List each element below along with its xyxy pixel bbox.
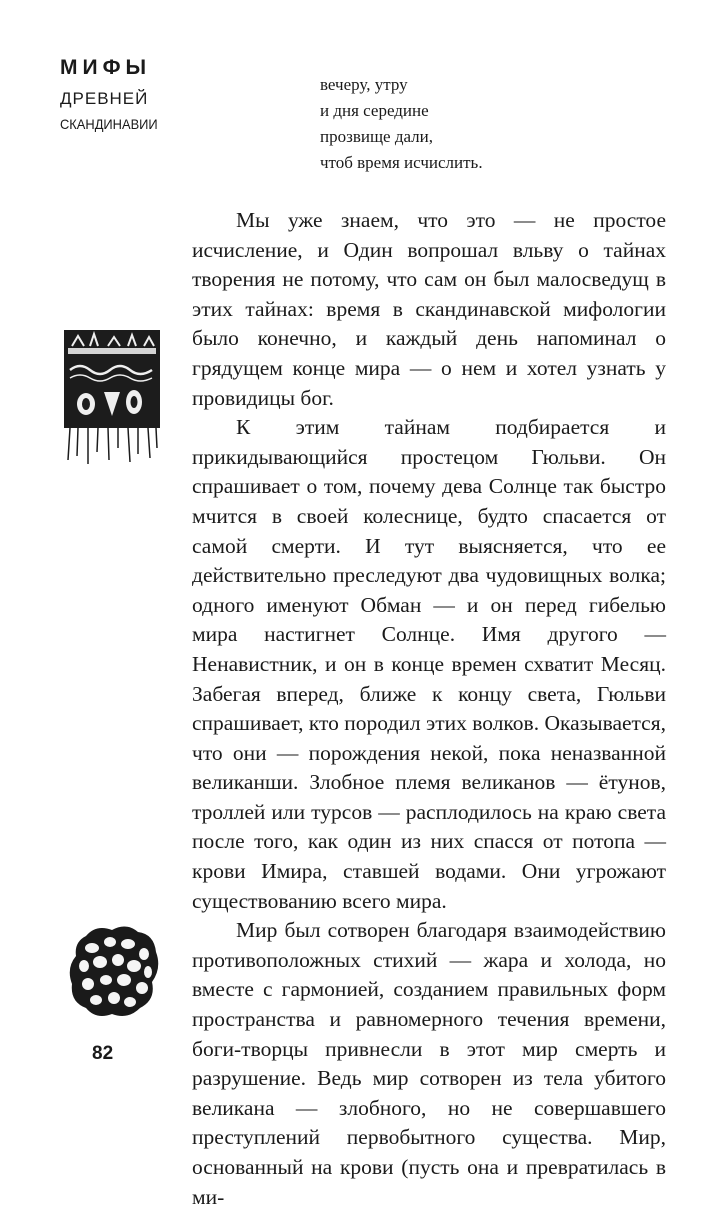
verse-quote xyxy=(320,72,483,176)
cellular-ornament-icon xyxy=(66,922,162,1022)
verse-line: вечеру, утру xyxy=(320,75,408,94)
paragraph: К этим тайнам подбирается и прикидывающийся простецом Гюльви. Он спрашивает о том, почему дева Солнце так быстро мчится в своей колеснице, будто спасается от самой смерти. И тут выясняется, что ее действительно преследуют два чудовищных волка; одного именуют Обман — и он перед гибелью мира настигнет Солнце. Имя другого — Ненавистник, и он в конце времен схватит Месяц. Забегая вперед, ближе к концу света, Гюльви спрашивает, кто породил этих волков. Оказывается, что они — порождения некой, пока неназванной великанши. Злобное племя великанов — ётунов, троллей или турсов — расплодилось на краю света после того, как один из них спасся от потопа — крови Имира, ставшей водами. Они угрожают существованию всего мира. xyxy=(192,415,666,913)
verse-line: чтоб время исчислить. xyxy=(320,153,483,172)
body-text xyxy=(192,206,666,1212)
running-head xyxy=(60,56,190,134)
running-head-line3: СКАНДИНАВИИ xyxy=(60,116,158,132)
paragraph: Мир был сотворен благодаря взаимодействию противоположных стихий — жара и холода, но вместе с гармонией, созданием правильных форм пространства и равномерного течения времени, боги-творцы привнесли в этот мир смерть и разрушение. Ведь мир сотворен из тела убитого великана — злобного, но не совершавшего преступлений первобытного существа. Мир, основанный на крови (пусть она и превратилась в ми- xyxy=(192,918,666,1209)
running-head-line2: ДРЕВНЕЙ xyxy=(60,89,149,108)
verse-line: прозвище дали, xyxy=(320,127,433,146)
page-number: 82 xyxy=(92,1043,114,1064)
running-head-line1: МИФЫ xyxy=(60,56,152,79)
paragraph: Мы уже знаем, что это — не простое исчисление, и Один вопрошал вльву о тайнах творения не потому, что сам он был малосведущ в этих тайнах: время в скандинавской мифологии было конечно, и каждый день напоминал о грядущем конце мира — о нем и хотел узнать у провидицы бог. xyxy=(192,208,666,410)
woodcut-illustration-icon xyxy=(64,330,160,466)
verse-line: и дня середине xyxy=(320,101,429,120)
